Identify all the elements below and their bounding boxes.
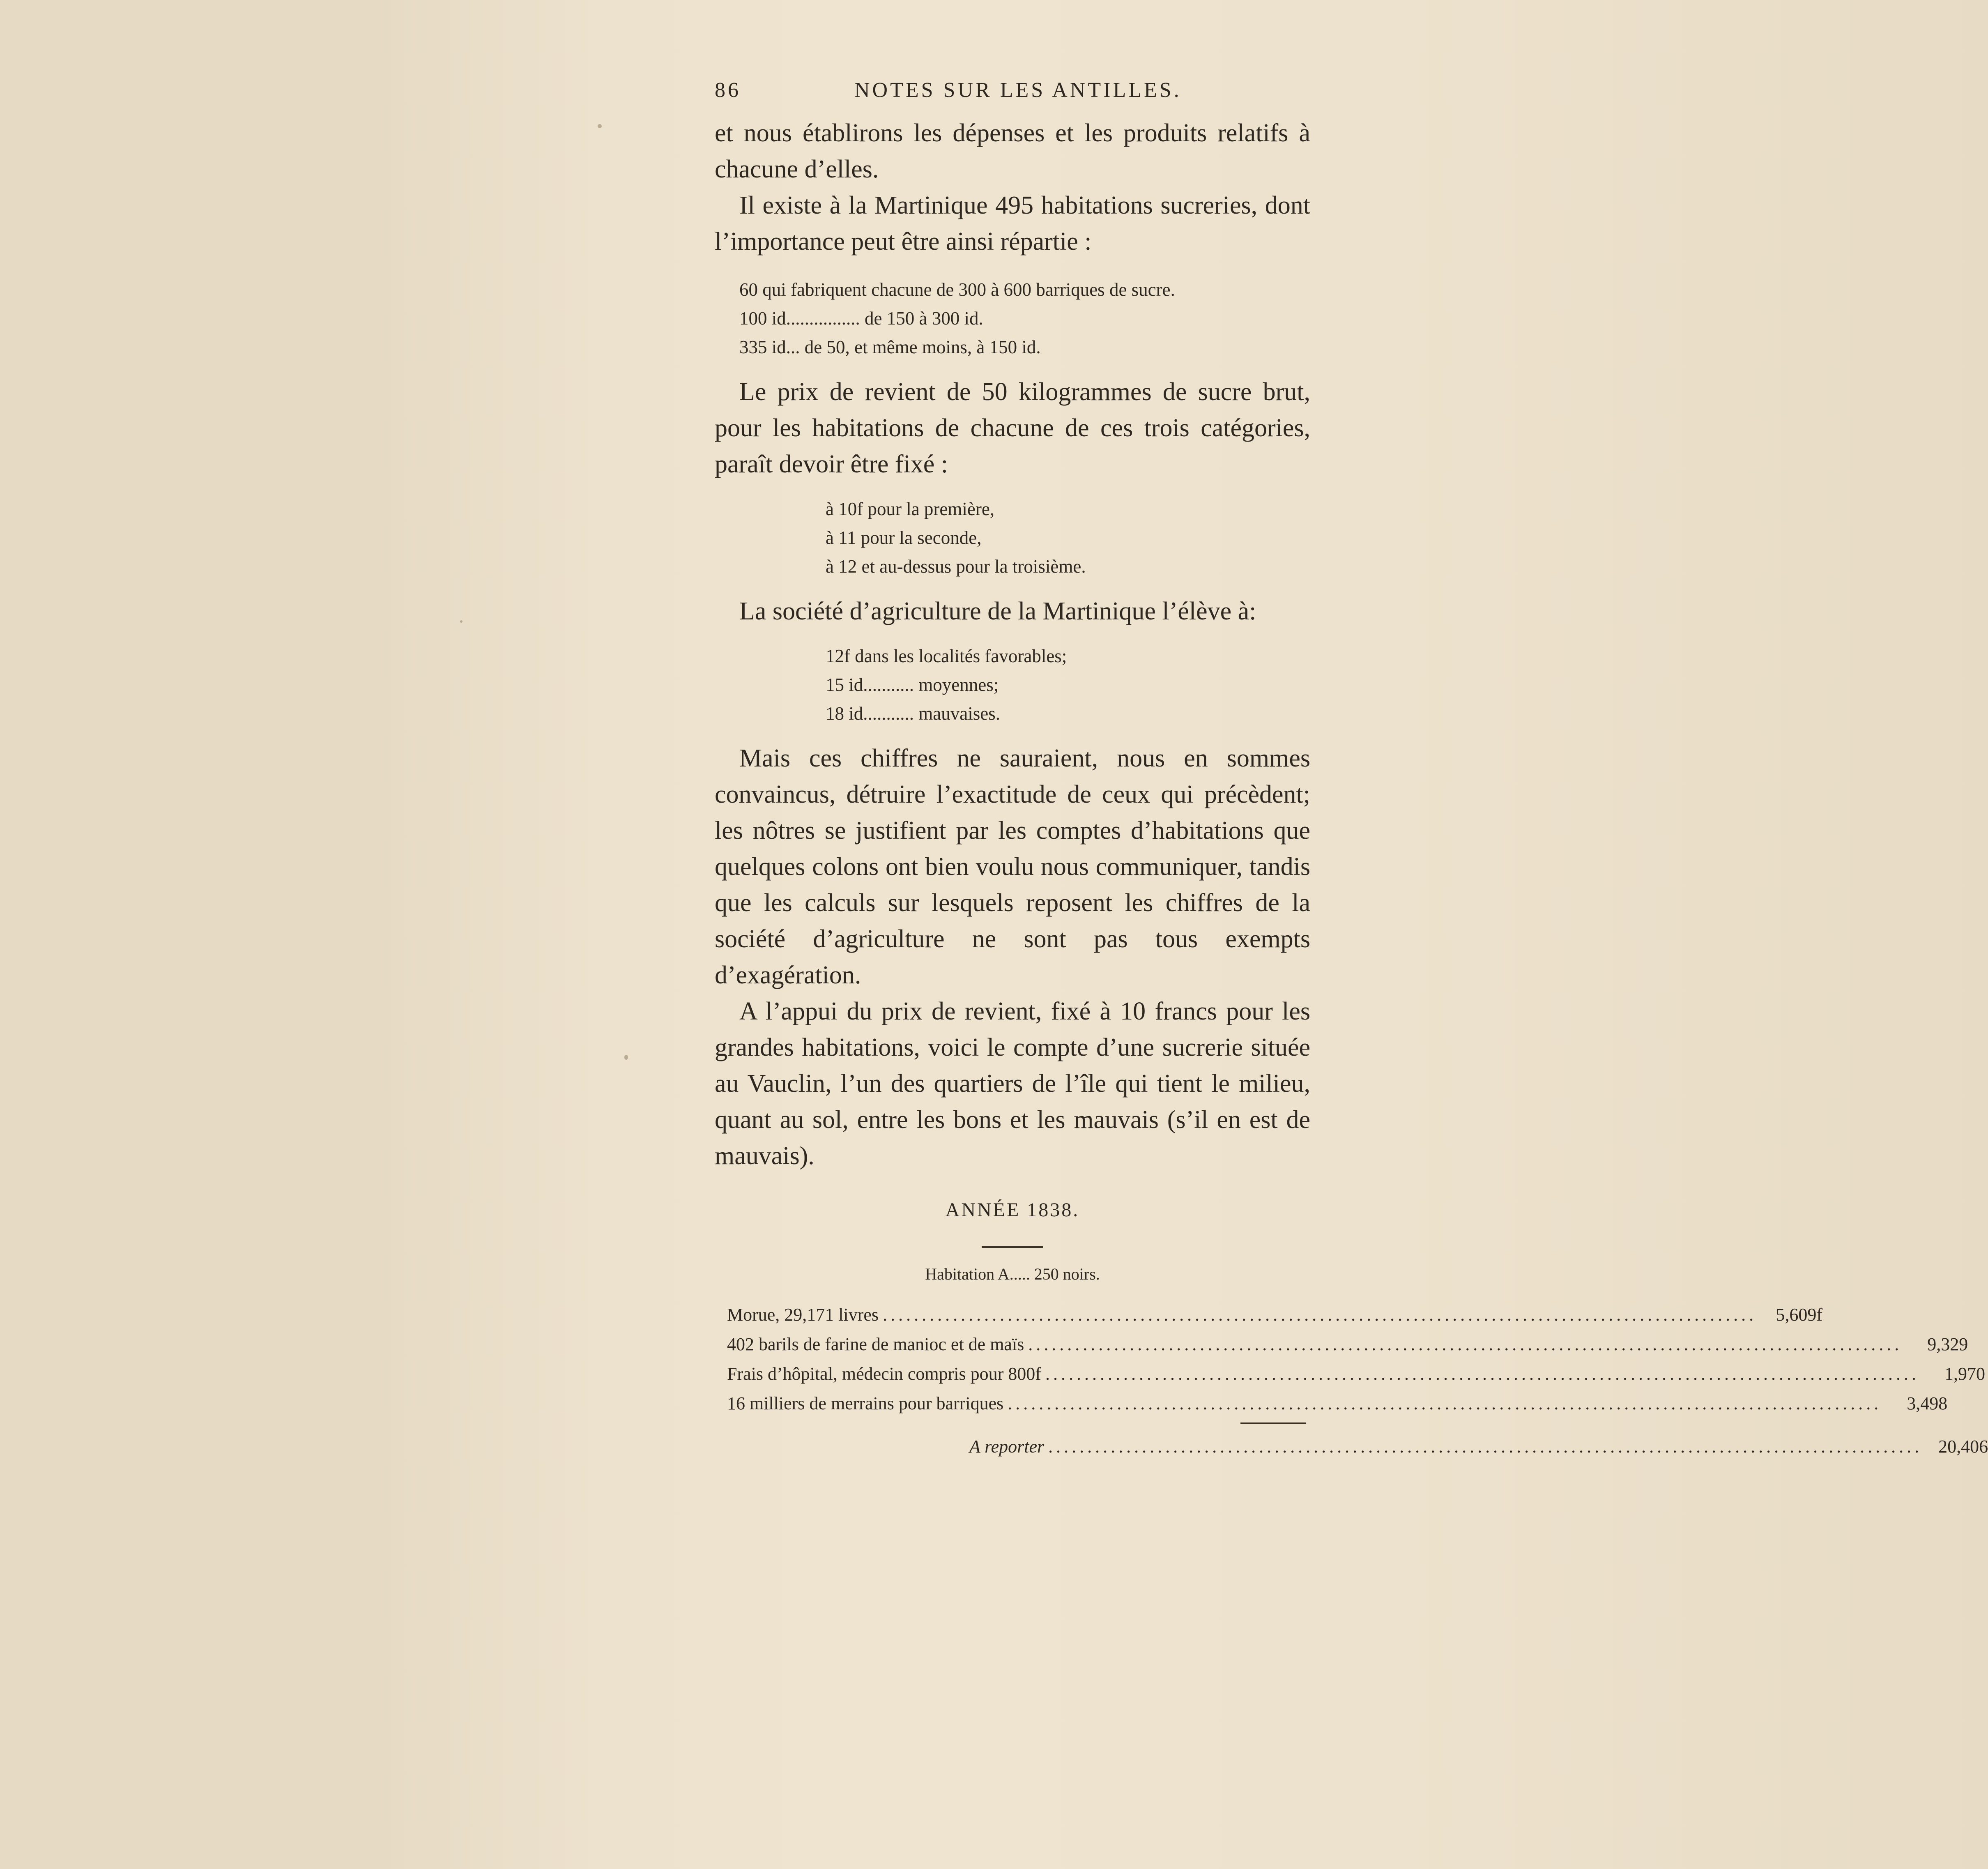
page-shading [0, 0, 616, 1869]
account-row [727, 1300, 1823, 1330]
foxing-spot [624, 1055, 628, 1060]
habitation-heading: Habitation A..... 250 noirs. [925, 1265, 1100, 1283]
running-header [715, 70, 1310, 115]
running-title: NOTES SUR LES ANTILLES. [854, 78, 1182, 102]
section-rule [982, 1246, 1043, 1248]
leader-dots: ................................................................................................................ [883, 1305, 1757, 1325]
society-row: 12f dans les localités favorables; [826, 646, 1067, 666]
society-list [826, 642, 1310, 728]
account-row [727, 1389, 1948, 1418]
account-row-value: 5,609f [1776, 1305, 1823, 1325]
account-row-label: Frais d’hôpital, médecin compris pour 800f [727, 1364, 1041, 1384]
account-total-label: A reporter [969, 1436, 1045, 1457]
categories-list [739, 275, 1310, 361]
leader-dots: ................................................................................................................ [1028, 1334, 1903, 1354]
account-row-label: 16 milliers de merrains pour barriques [727, 1393, 1004, 1413]
account-total-row [727, 1432, 1988, 1462]
account-row-label: Morue, 29,171 livres [727, 1305, 879, 1325]
account-row-value: 1,970 [1944, 1364, 1985, 1384]
account-total-value: 20,406 [1938, 1436, 1988, 1457]
leader-dots: ................................................................................................................ [1045, 1364, 1919, 1384]
paragraph-chiffres: Mais ces chiffres ne sauraient, nous en sommes convaincus, détruire l’exactitude de ceux qui précèdent; les nôtres se justifient par les comptes d’habitations que quelques colons ont bien voulu nous communiquer, tandis que les calculs sur lesquels reposent les chiffres de la société d’agriculture ne sont pas tous exempts d’exagération. [715, 744, 1310, 989]
category-row: 60 qui fabriquent chacune de 300 à 600 barriques de sucre. [739, 279, 1175, 300]
account-table [727, 1300, 1988, 1462]
society-row: 15 id........... moyennes; [826, 674, 999, 695]
paragraph-price: Le prix de revient de 50 kilogrammes de sucre brut, pour les habitations de chacune de ces trois catégories, paraît devoir être fixé : [715, 378, 1310, 478]
category-row: 335 id... de 50, et même moins, à 150 id. [739, 337, 1041, 357]
account-row-label: 402 barils de farine de manioc et de maïs [727, 1334, 1024, 1354]
account-row [727, 1330, 1968, 1359]
total-rule [1240, 1422, 1306, 1424]
foxing-spot [598, 124, 602, 128]
account-row [727, 1359, 1985, 1389]
price-row: à 11 pour la seconde, [826, 527, 982, 548]
paragraph-sucreries: Il existe à la Martinique 495 habitations sucreries, dont l’importance peut être ainsi répartie : [715, 191, 1310, 255]
leader-dots: ................................................................................................................ [1048, 1436, 1923, 1457]
page-content [715, 70, 1988, 1462]
paragraph-intro: et nous établirons les dépenses et les produits relatifs à chacune d’elles. [715, 119, 1310, 183]
price-row: à 10f pour la première, [826, 499, 995, 519]
year-heading: ANNÉE 1838. [945, 1199, 1080, 1221]
paragraph-vauclin: A l’appui du prix de revient, fixé à 10 francs pour les grandes habitations, voici le compte d’une sucrerie située au Vauclin, l’un des quartiers de l’île qui tient le milieu, quant au sol, entre les bons et les mauvais (s’il en est de mauvais). [715, 997, 1310, 1170]
category-row: 100 id................ de 150 à 300 id. [739, 308, 983, 329]
foxing-spot [460, 620, 462, 623]
society-row: 18 id........... mauvaises. [826, 703, 1000, 724]
price-row: à 12 et au-dessus pour la troisième. [826, 556, 1086, 577]
leader-dots: ................................................................................................................ [1008, 1393, 1882, 1413]
page-number: 86 [715, 78, 741, 102]
account-row-value: 9,329 [1927, 1334, 1968, 1354]
price-list [826, 495, 1310, 581]
account-row-value: 3,498 [1907, 1393, 1948, 1413]
paragraph-society: La société d’agriculture de la Martinique l’élève à: [739, 597, 1256, 625]
